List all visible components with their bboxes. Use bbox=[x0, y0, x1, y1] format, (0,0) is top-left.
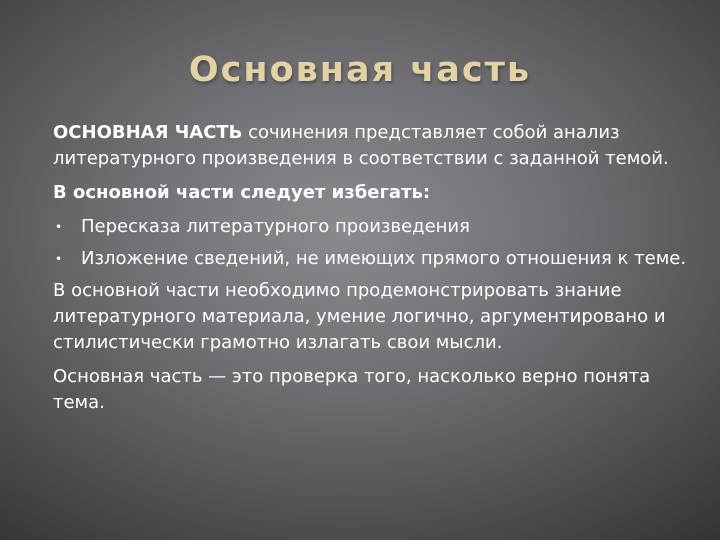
bullet-icon: • bbox=[55, 220, 63, 234]
bullet-icon: • bbox=[55, 252, 63, 266]
list-item-text: Изложение сведений, не имеющих прямого отношения к теме. bbox=[81, 248, 687, 269]
summary-paragraph: Основная часть — это проверка того, насколько верно понята тема. bbox=[53, 366, 651, 413]
list-item bbox=[53, 246, 693, 272]
intro-text: сочинения представляет собой анализ литературного произведения в соответствии с заданной темой. bbox=[53, 122, 669, 169]
slide-title: Основная часть bbox=[188, 50, 532, 90]
slide-body bbox=[53, 120, 693, 424]
requirements-paragraph: В основной части необходимо продемонстрировать знание литературного материала, умение логично, аргументировано и стилистически грамотно излагать свои мысли. bbox=[53, 280, 666, 353]
list-item bbox=[53, 214, 693, 240]
avoid-list bbox=[53, 214, 693, 272]
intro-paragraph bbox=[53, 120, 693, 172]
list-item-text: Пересказа литературного произведения bbox=[81, 216, 470, 237]
intro-bold-term: ОСНОВНАЯ ЧАСТЬ bbox=[53, 122, 243, 143]
avoid-heading: В основной части следует избегать: bbox=[53, 182, 431, 203]
